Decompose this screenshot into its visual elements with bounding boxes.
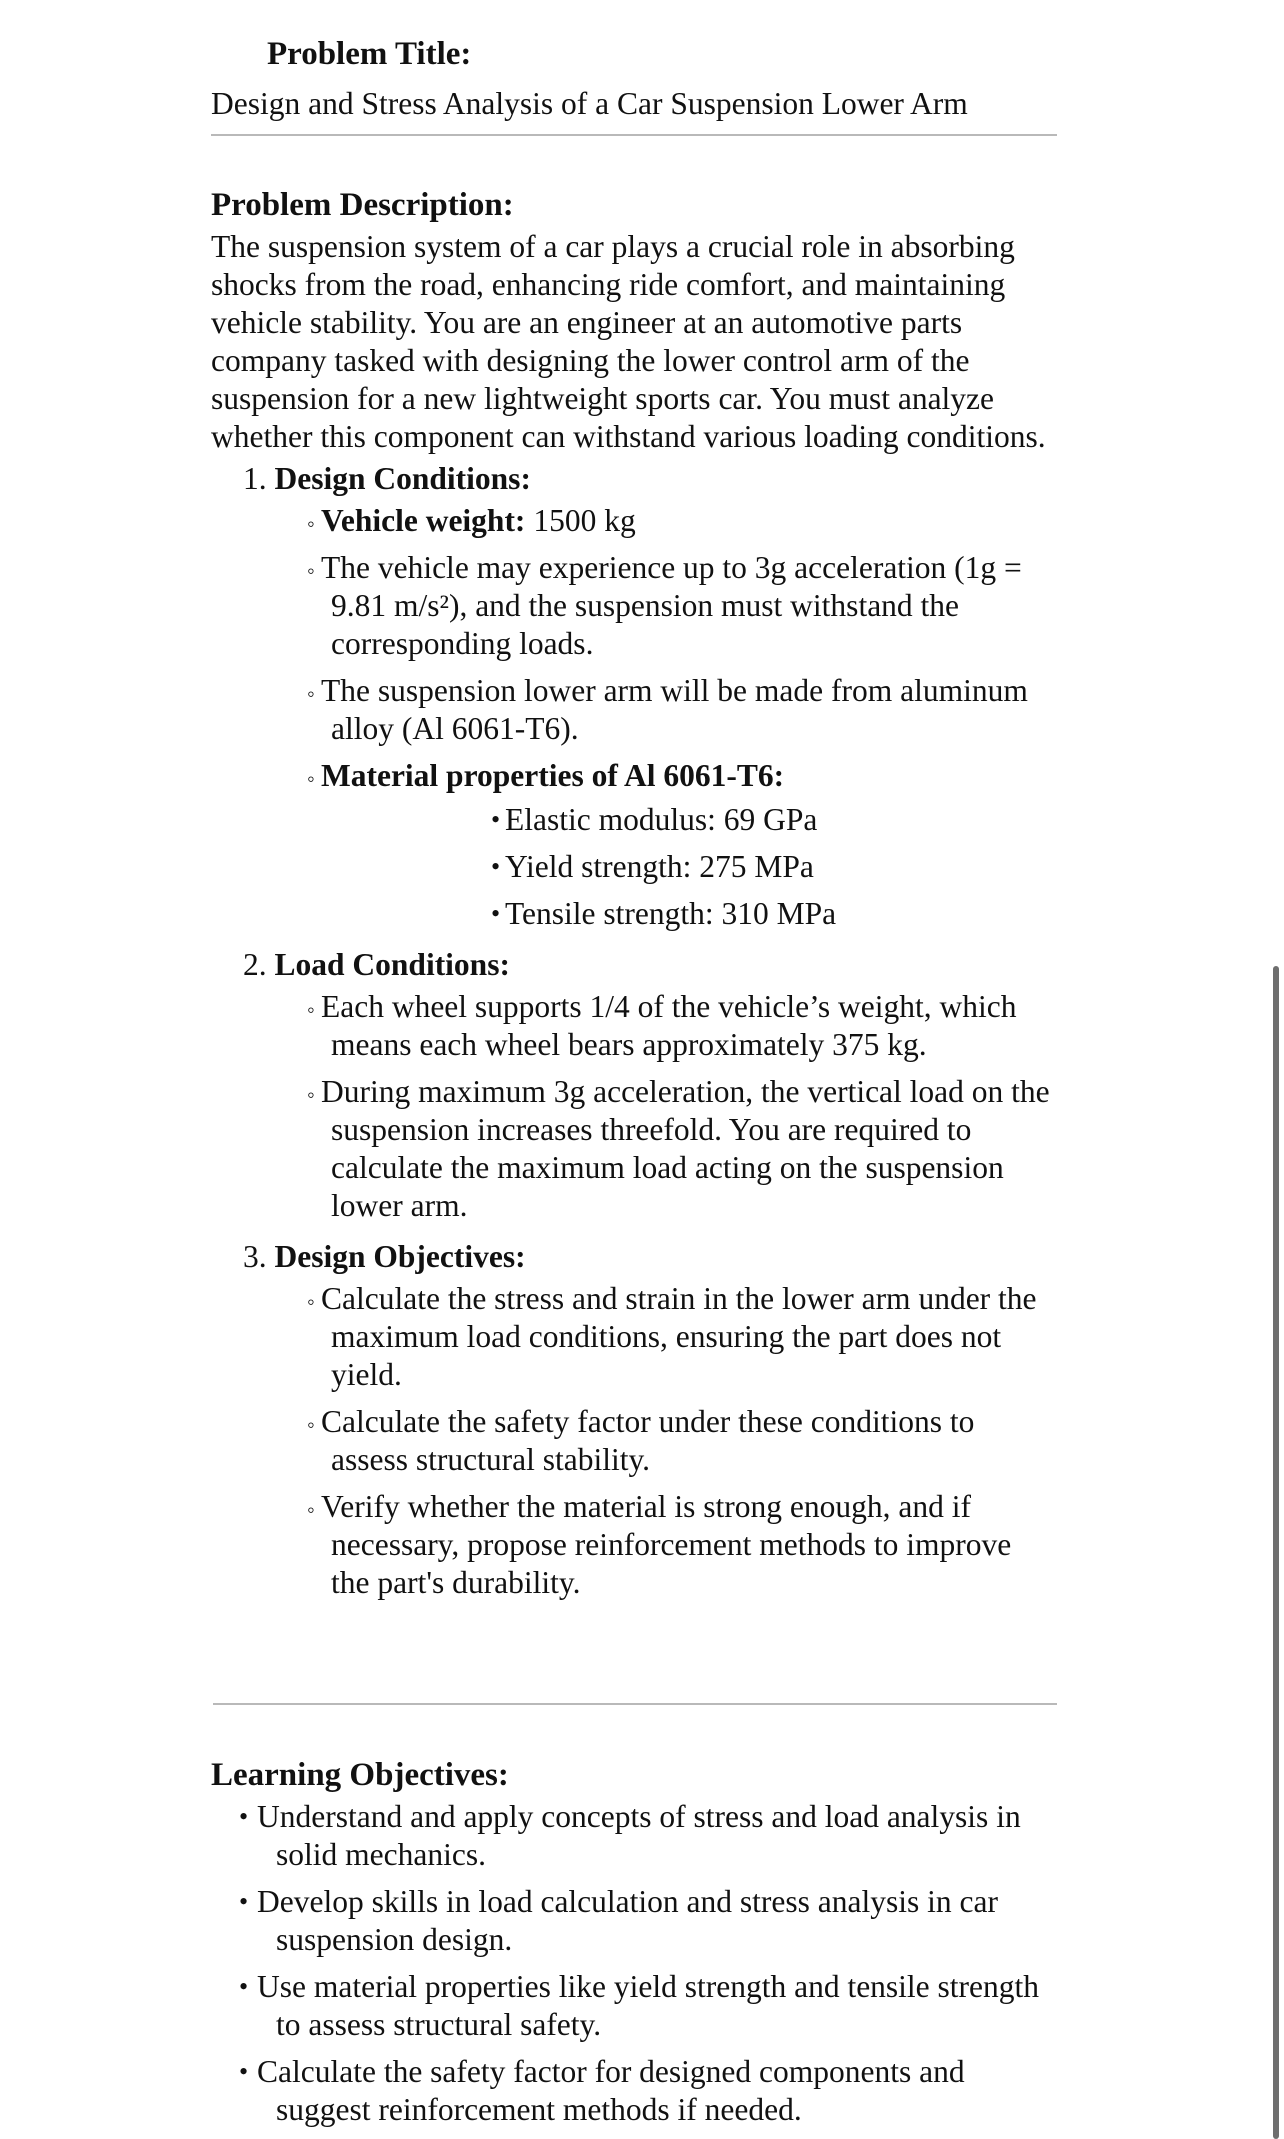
load-conditions-list xyxy=(211,988,1061,1225)
item-text: Tensile strength: 310 MPa xyxy=(505,896,837,931)
list-item xyxy=(211,2053,1061,2129)
list-item xyxy=(211,1280,1061,1394)
condition-design xyxy=(211,456,1061,933)
hollow-bullet-icon: ◦ xyxy=(307,1082,315,1107)
list-item xyxy=(211,757,1061,933)
condition-title xyxy=(211,456,1061,502)
list-item xyxy=(211,672,1061,748)
solid-bullet-icon: • xyxy=(491,852,501,881)
list-item xyxy=(211,1073,1061,1225)
problem-description-heading: Problem Description: xyxy=(211,187,514,223)
condition-label: Design Objectives: xyxy=(274,1239,526,1274)
hollow-bullet-icon: ◦ xyxy=(307,558,315,583)
condition-number: 2. xyxy=(243,947,267,982)
solid-bullet-icon: • xyxy=(239,1887,249,1916)
list-item xyxy=(331,895,1051,933)
item-text: Elastic modulus: 69 GPa xyxy=(505,802,818,837)
condition-load xyxy=(211,942,1061,1225)
item-text: Use material properties like yield strength and tensile strength to assess structural safety. xyxy=(257,1969,1040,2042)
divider-top xyxy=(211,134,1057,136)
item-text: Each wheel supports 1/4 of the vehicle’s weight, which means each wheel bears approximately 375 kg. xyxy=(321,989,1017,1062)
problem-title-text: Design and Stress Analysis of a Car Suspension Lower Arm xyxy=(211,86,968,121)
hollow-bullet-icon: ◦ xyxy=(307,1412,315,1437)
learning-objectives-heading: Learning Objectives: xyxy=(211,1757,509,1793)
item-text: 1500 kg xyxy=(525,503,636,538)
learning-objectives-list xyxy=(211,1798,1061,2129)
vertical-scrollbar[interactable] xyxy=(1273,966,1279,2139)
solid-bullet-icon: • xyxy=(239,2057,249,2086)
item-text: Yield strength: 275 MPa xyxy=(505,849,814,884)
condition-title xyxy=(211,1234,1061,1280)
condition-title xyxy=(211,942,1061,988)
list-item xyxy=(211,1968,1061,2044)
item-label: Vehicle weight: xyxy=(321,503,526,538)
problem-description-section xyxy=(211,184,1061,1611)
condition-label: Load Conditions: xyxy=(274,947,510,982)
hollow-bullet-icon: ◦ xyxy=(307,997,315,1022)
item-label: Material properties of Al 6061-T6: xyxy=(321,758,785,793)
hollow-bullet-icon: ◦ xyxy=(307,1289,315,1314)
problem-description-paragraph: The suspension system of a car plays a crucial role in absorbing shocks from the road, enhancing ride comfort, and maintaining vehicle stability. You are an engineer at an automotive parts company tasked with designing the lower control arm of the suspension for a new lightweight sports car. You must analyze whether this component can withstand various loading conditions. xyxy=(211,229,1046,454)
item-text: Calculate the stress and strain in the lower arm under the maximum load conditions, ensuring the part does not yield. xyxy=(321,1281,1037,1392)
hollow-bullet-icon: ◦ xyxy=(307,681,315,706)
item-text: The suspension lower arm will be made from aluminum alloy (Al 6061-T6). xyxy=(321,673,1028,746)
solid-bullet-icon: • xyxy=(491,805,501,834)
condition-number: 1. xyxy=(243,461,267,496)
list-item xyxy=(211,988,1061,1064)
divider-bottom xyxy=(213,1703,1057,1705)
list-item xyxy=(211,1798,1061,1874)
design-conditions-list xyxy=(211,502,1061,933)
item-text: During maximum 3g acceleration, the vertical load on the suspension increases threefold. You are required to calculate the maximum load acting on the suspension lower arm. xyxy=(321,1074,1050,1223)
list-item xyxy=(211,549,1061,663)
list-item xyxy=(211,1488,1061,1602)
hollow-bullet-icon: ◦ xyxy=(307,766,315,791)
material-properties-list xyxy=(331,801,1051,933)
item-text: Understand and apply concepts of stress and load analysis in solid mechanics. xyxy=(257,1799,1021,1872)
learning-objectives-section xyxy=(211,1754,1061,2138)
list-item xyxy=(211,502,1061,540)
design-objectives-list xyxy=(211,1280,1061,1602)
list-item xyxy=(211,1883,1061,1959)
item-text: Verify whether the material is strong enough, and if necessary, propose reinforcement methods to improve the part's durability. xyxy=(321,1489,1012,1600)
condition-number: 3. xyxy=(243,1239,267,1274)
list-item xyxy=(331,848,1051,886)
hollow-bullet-icon: ◦ xyxy=(307,511,315,536)
item-text: The vehicle may experience up to 3g acceleration (1g = 9.81 m/s²), and the suspension must withstand the corresponding loads. xyxy=(321,550,1022,661)
conditions-list xyxy=(211,456,1061,1602)
solid-bullet-icon: • xyxy=(239,1802,249,1831)
solid-bullet-icon: • xyxy=(491,899,501,928)
solid-bullet-icon: • xyxy=(239,1972,249,2001)
problem-title-heading: Problem Title: xyxy=(267,36,472,72)
condition-objectives xyxy=(211,1234,1061,1602)
item-text: Calculate the safety factor under these conditions to assess structural stability. xyxy=(321,1404,975,1477)
list-item xyxy=(211,1403,1061,1479)
list-item xyxy=(331,801,1051,839)
hollow-bullet-icon: ◦ xyxy=(307,1497,315,1522)
condition-label: Design Conditions: xyxy=(274,461,531,496)
item-text: Develop skills in load calculation and stress analysis in car suspension design. xyxy=(257,1884,998,1957)
item-text: Calculate the safety factor for designed components and suggest reinforcement methods if needed. xyxy=(257,2054,965,2127)
